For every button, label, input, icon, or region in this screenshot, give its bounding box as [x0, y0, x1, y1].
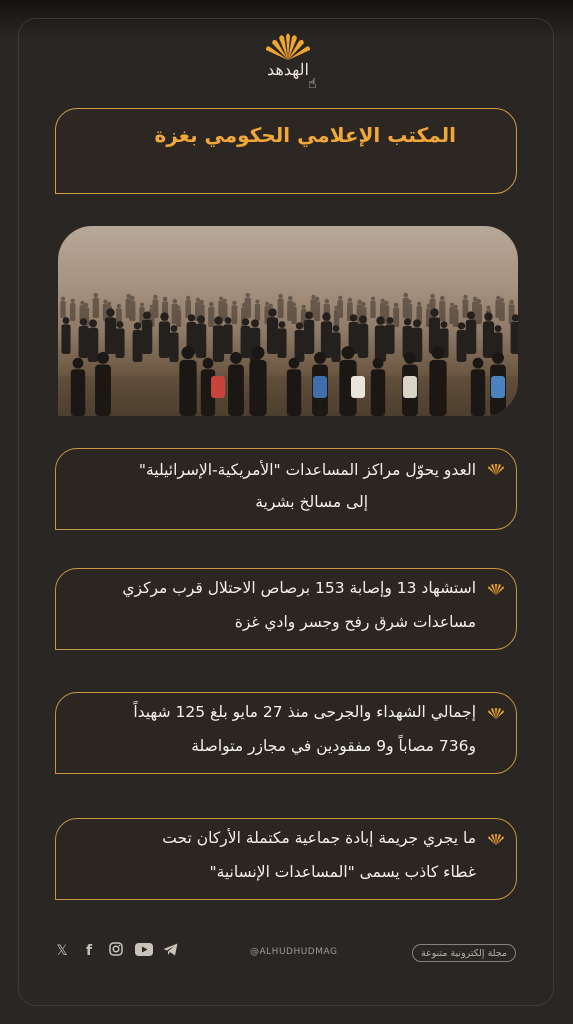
- telegram-icon[interactable]: [162, 943, 178, 960]
- news-card-2: [55, 568, 517, 650]
- sunburst-bullet-icon: [486, 832, 506, 846]
- card-line-1: العدو يحوّل مراكز المساعدات "الأمريكية-الإسرائيلية": [138, 461, 476, 479]
- card-line-1: ما يجري جريمة إبادة جماعية مكتملة الأركان تحت: [162, 829, 476, 847]
- x-icon[interactable]: 𝕏: [56, 943, 68, 959]
- news-card-3: [55, 692, 517, 774]
- card-line-1: استشهاد 13 وإصابة 153 برصاص الاحتلال قرب مركزي: [122, 579, 476, 597]
- card-line-2: و736 مصاباً و9 مفقودين في مجازر متواصلة: [191, 737, 476, 755]
- news-card-1: [55, 448, 517, 530]
- youtube-icon[interactable]: [135, 943, 151, 960]
- magazine-tagline: مجلة إلكترونية متنوعة: [412, 944, 516, 962]
- crowd-silhouettes: [58, 226, 518, 416]
- sunburst-logo-icon: [259, 30, 317, 62]
- sunburst-bullet-icon: [486, 706, 506, 720]
- card-line-2: مساعدات شرق رفح وجسر وادي غزة: [234, 613, 476, 631]
- page-title: المكتب الإعلامي الحكومي بغزة: [154, 123, 456, 147]
- social-icons: [54, 942, 178, 960]
- social-handle: @ALHUDHUDMAG: [250, 947, 338, 957]
- sunburst-bullet-icon: [486, 462, 506, 476]
- news-card-4: [55, 818, 517, 900]
- card-line-2: غطاء كاذب يسمى "المساعدات الإنسانية": [209, 863, 476, 881]
- instagram-icon[interactable]: [108, 942, 124, 960]
- logo[interactable]: [238, 30, 338, 100]
- card-line-1: إجمالي الشهداء والجرحى منذ 27 مايو بلغ 125 شهيداً: [133, 703, 476, 721]
- logo-text: الهدهد: [267, 60, 309, 79]
- sunburst-bullet-icon: [486, 582, 506, 596]
- facebook-icon[interactable]: f: [85, 943, 93, 959]
- title-box: [55, 108, 517, 194]
- cursor-icon: ☝: [308, 76, 317, 92]
- news-photo: [58, 226, 518, 416]
- card-line-2: إلى مسالخ بشرية: [255, 493, 368, 511]
